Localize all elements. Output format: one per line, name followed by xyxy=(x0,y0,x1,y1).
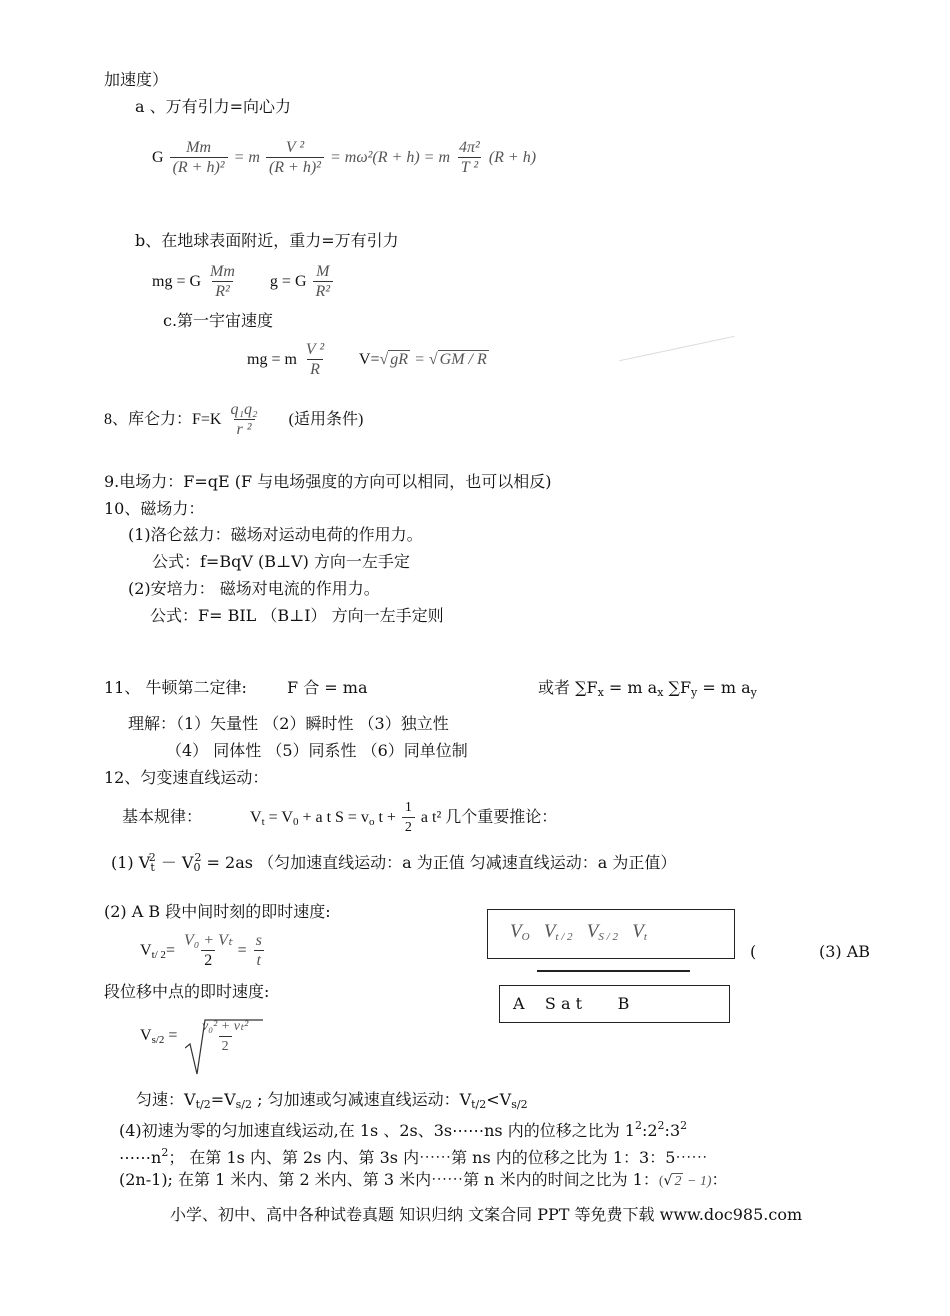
inf4c-tail: ： xyxy=(711,1170,728,1189)
denominator-Rh2b: (R + h)² xyxy=(266,157,324,178)
lorentz-formula-line: 公式：f=BqV (B⊥V) 方向一左手定 xyxy=(152,552,410,571)
velocity-symbols xyxy=(510,922,647,947)
sub-x2: x xyxy=(657,686,664,699)
fraction-M-over-R2 xyxy=(313,263,334,302)
coulomb-force-line xyxy=(104,398,363,442)
vt2-sub: t/ 2 xyxy=(151,949,166,961)
inf1-tail: = 2as （匀加速直线运动：a 为正值 匀减速直线运动：a 为正值） xyxy=(201,853,677,872)
vt2-label: V xyxy=(140,942,152,959)
inf1-vt: (1) V xyxy=(111,853,151,872)
inf1-minus-v0: － V xyxy=(155,853,194,872)
fraction-q1q2-over-r2 xyxy=(227,401,260,440)
eq-s-over-t: = xyxy=(237,942,247,959)
eq-v0: = V xyxy=(264,809,293,826)
understanding-line-1: 理解：（1）矢量性 （2）瞬时性 （3）独立性 xyxy=(128,714,449,733)
fraction-vo2-plus-vt2-over-2 xyxy=(199,1018,251,1057)
numerator-V2: V ² xyxy=(285,138,305,156)
basic-law-tail: a t² 几个重要推论： xyxy=(416,809,558,826)
basic-law-line xyxy=(122,796,557,844)
uniform-c: ; 匀加速或匀减速直线运动：V xyxy=(252,1090,472,1109)
box-vt-sub: t xyxy=(643,931,647,943)
inference-3: 段位移中点的即时速度: xyxy=(104,982,270,1001)
formula-V-eq: V= xyxy=(358,351,380,368)
fraction-Mm-over-R2 xyxy=(207,263,238,302)
inference-2: (2) A B 段中间时刻的即时速度: xyxy=(104,902,331,921)
numerator-Mm2: Mm xyxy=(210,262,235,280)
sub-t: t xyxy=(261,816,265,828)
uniform-sub-t2b: t/2 xyxy=(471,1098,487,1111)
fraction-4pi2-over-T2 xyxy=(456,139,483,178)
numerator-Mm: Mm xyxy=(186,138,212,156)
electric-force-line: 9.电场力：F=qE (F 与电场强度的方向可以相同，也可以相反) xyxy=(104,472,552,491)
plus-at-s: + a t S = v xyxy=(298,809,369,826)
inference-3-label: (3) AB xyxy=(819,942,871,961)
item8-prefix: 8、库仑力：F=K xyxy=(104,411,222,428)
gravity-weight-formula xyxy=(152,260,335,304)
section-b-title: b、在地球表面附近，重力=万有引力 xyxy=(135,231,399,250)
formula-G: G xyxy=(152,149,164,166)
box-vs2-sub: S / 2 xyxy=(598,931,618,943)
denominator-2: 2 xyxy=(402,817,415,838)
box-vs2: V xyxy=(586,921,599,942)
formula-g-eq-G: g = G xyxy=(269,273,307,290)
sub-y2: y xyxy=(750,686,757,699)
fraction-one-half xyxy=(402,799,415,838)
denominator-R2b: R² xyxy=(313,281,334,302)
denominator-t: t xyxy=(254,950,264,971)
formula-mg-eq-G: mg = G xyxy=(152,273,202,290)
inf4c-sqrt2: 2 xyxy=(674,1174,682,1189)
inference-1 xyxy=(111,848,676,878)
vs2-label: V xyxy=(140,1027,152,1044)
vo-t-plus: t + xyxy=(374,809,396,826)
inf4c: (2n-1); 在第 1 米内、第 2 米内、第 3 米内⋯⋯第 n 米内的时间之比为 1： xyxy=(119,1170,659,1189)
inference-4-line-3 xyxy=(119,1170,728,1192)
inf1-sub-0: 0 xyxy=(193,861,201,874)
denominator-R: R xyxy=(307,359,323,380)
numerator-q1q2: q₁q₂ xyxy=(230,400,258,418)
fraction-V2-over-Rh xyxy=(266,139,324,178)
understanding-line-2: （4） 同体性 （5）同系性 （6）同单位制 xyxy=(166,741,468,760)
inf4c-sqrt-sign: √ xyxy=(663,1173,673,1189)
velocity-symbols-box xyxy=(487,909,735,959)
sub-o: o xyxy=(368,816,375,828)
inf1-sub-t: t xyxy=(150,861,155,874)
box-v0: V xyxy=(510,921,522,942)
inf4a: (4)初速为零的匀加速直线运动,在 1s 、2s、3s⋯⋯ns 内的位移之比为 1 xyxy=(119,1121,635,1140)
lorentz-force-line: (1)洛仑兹力：磁场对运动电荷的作用力。 xyxy=(128,525,423,544)
segment-ab-label: A S a t B xyxy=(513,994,630,1013)
ampere-formula-line: 公式：F= BIL （B⊥I） 方向一左手定则 xyxy=(150,606,444,625)
fraction-Mm-over-Rh2 xyxy=(170,139,228,178)
box-vt2-sub: t / 2 xyxy=(555,931,573,943)
sqrt-sign: √ xyxy=(379,351,389,368)
formula-eq-sqrt: = xyxy=(410,351,429,368)
box-vt2: V xyxy=(543,921,556,942)
uniform-comparison-line xyxy=(136,1090,528,1115)
box-v0-sub: O xyxy=(521,931,530,943)
uniform-sub-t2: t/2 xyxy=(195,1098,211,1111)
line-acceleration: 加速度） xyxy=(104,70,169,89)
fraction-v0-plus-vt-over-2 xyxy=(181,932,236,971)
denominator-2c: 2 xyxy=(219,1036,232,1057)
numerator-4pi2: 4π² xyxy=(459,138,480,156)
sqrt-GMR: GM / R xyxy=(439,351,487,368)
newton-component-form xyxy=(538,678,757,703)
inf1-sup-2: 2 xyxy=(148,851,156,864)
inf4a2: :2 xyxy=(641,1121,658,1140)
sub-0: 0 xyxy=(292,816,299,828)
inf4a-sup1: 2 xyxy=(634,1119,642,1132)
faint-decoration-line xyxy=(619,336,735,362)
newton-second-law-label: 11、 牛顿第二定律: xyxy=(104,678,247,697)
numerator-s: s xyxy=(255,931,262,949)
sqrt-gR: gR xyxy=(390,351,409,368)
inference-3-paren: ( xyxy=(750,942,757,961)
footer-text: 小学、初中、高中各种试卷真题 知识归纳 文案合同 PPT 等免费下载 www.doc985.com xyxy=(170,1205,803,1224)
vt2-eq: = xyxy=(165,942,175,959)
uniform-b: =V xyxy=(210,1090,236,1109)
denominator-2b: 2 xyxy=(201,950,215,971)
first-cosmic-velocity-formula xyxy=(247,338,489,382)
numerator-vo2-vt2: v₀² + vₜ² xyxy=(202,1019,249,1034)
uniform-sub-s2: s/2 xyxy=(235,1098,253,1111)
vs2-eq: = xyxy=(164,1027,178,1044)
inf4a-sup2: 2 xyxy=(657,1119,665,1132)
eq-max: = m a xyxy=(603,678,658,697)
denominator-r2: r ² xyxy=(234,419,255,440)
inference-4-line-1 xyxy=(119,1116,687,1141)
formula-eq-m: = m xyxy=(233,149,260,166)
denominator-Rh2: (R + h)² xyxy=(170,157,228,178)
sum-fy: ∑F xyxy=(663,678,692,697)
inf4c-paren: ( xyxy=(658,1174,664,1189)
vs2-label-line xyxy=(140,1026,177,1050)
sub-y: y xyxy=(691,686,698,699)
inf4b-sup: 2 xyxy=(161,1146,169,1159)
section-c-title: c.第一宇宙速度 xyxy=(163,311,274,330)
inference-4-line-2 xyxy=(119,1143,707,1168)
inf4b: ⋯⋯n xyxy=(119,1148,162,1167)
inf1-sup-2b: 2 xyxy=(194,851,202,864)
gravity-centripetal-formula xyxy=(152,136,536,180)
vt-symbol: V xyxy=(250,809,262,826)
basic-law-label: 基本规律： xyxy=(122,809,203,826)
sub-x: x xyxy=(597,686,604,699)
uniform-a: 匀速：V xyxy=(136,1090,196,1109)
sqrt-sign-2: √ xyxy=(428,351,438,368)
magnetic-force-title: 10、磁场力： xyxy=(104,499,205,518)
numerator-V2b: V ² xyxy=(305,340,325,358)
vs2-sub: s/2 xyxy=(151,1034,165,1046)
newton-second-law-formula: F 合 = ma xyxy=(287,678,368,697)
section-a-title: a 、万有引力=向心力 xyxy=(135,97,292,116)
formula-Rh: (R + h) xyxy=(488,149,537,166)
uniform-d: <V xyxy=(486,1090,512,1109)
fraction-s-over-t xyxy=(253,932,265,971)
numerator-1: 1 xyxy=(404,799,412,815)
item8-condition: (适用条件) xyxy=(288,411,364,428)
ampere-force-line: (2)安培力： 磁场对电流的作用力。 xyxy=(128,579,380,598)
segment-ab-box xyxy=(499,985,730,1023)
inf4a3: :3 xyxy=(664,1121,681,1140)
formula-eq-mw: = mω²(R + h) = m xyxy=(329,149,451,166)
numerator-M: M xyxy=(316,262,330,280)
numerator-v0-vt: V₀ + Vₜ xyxy=(183,931,233,949)
sum-fx: 或者 ∑F xyxy=(538,678,598,697)
inf4b2: ； 在第 1s 内、第 2s 内、第 3s 内⋯⋯第 ns 内的位移之比为 1：3：5⋯⋯ xyxy=(168,1148,708,1167)
eq-may: = m a xyxy=(697,678,751,697)
denominator-T2: T ² xyxy=(458,157,481,178)
mid-time-velocity-formula xyxy=(140,926,267,980)
denominator-R2: R² xyxy=(212,281,233,302)
fraction-V2-over-R xyxy=(303,341,327,380)
inf4a-sup3: 2 xyxy=(680,1119,688,1132)
inf4c-minus1: − 1) xyxy=(683,1174,712,1189)
segment-line xyxy=(537,970,690,972)
uniform-sub-s2b: s/2 xyxy=(511,1098,528,1111)
uniform-acceleration-title: 12、匀变速直线运动： xyxy=(104,768,269,787)
formula-mg-eq-m: mg = m xyxy=(247,351,297,368)
box-vt: V xyxy=(632,921,644,942)
